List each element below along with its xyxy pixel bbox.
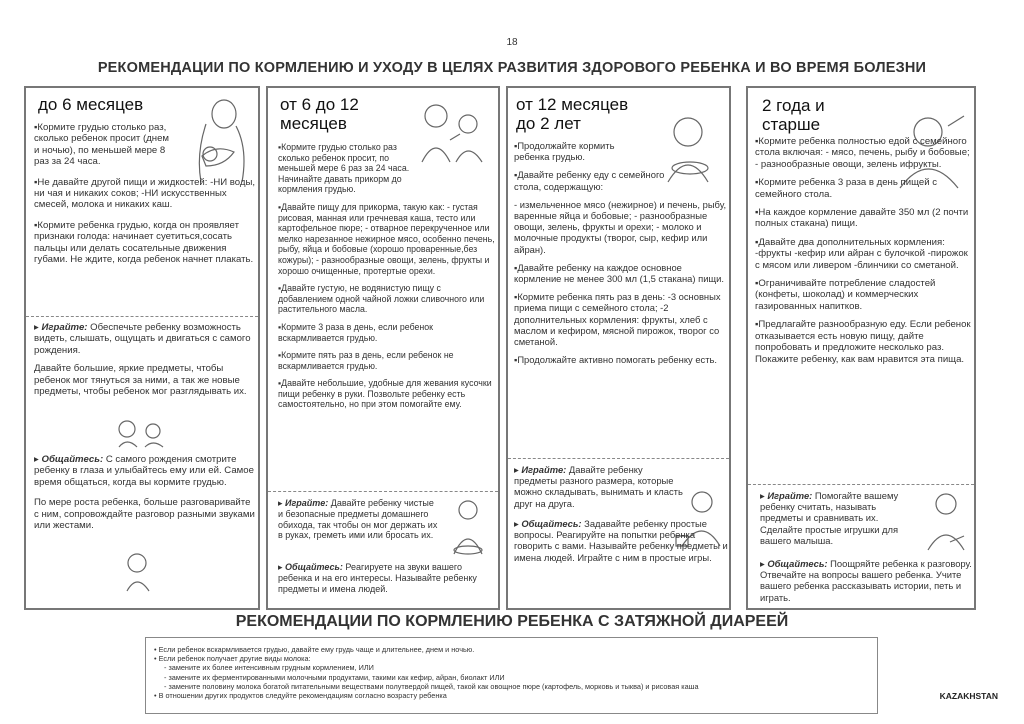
talk-label: Общайтесь: xyxy=(521,518,582,529)
play-label: Играйте: xyxy=(41,322,88,333)
paragraph: - измельченное мясо (нежирное) и печень, рыбу, варенные яйца и бобовые; - разнообразные овощи, зелень, фрукты и орехи; - молоко и молочные продукты (творог, сыр, кефир или айран). xyxy=(514,198,727,255)
paragraph: ▪Предлагайте разнообразную еду. Если ребенок отказывается есть новую пищу, дайте попробовать и предложите несколько раз. Покажите ребенку, как вам нравится эта пища. xyxy=(755,319,971,365)
section-divider xyxy=(508,458,729,459)
country-label: KAZAKHSTAN xyxy=(939,691,998,701)
column-body xyxy=(278,142,496,417)
paragraph: ▪Кормите ребенка полностью едой с семейного стола включая: - мясо, печень, рыбу и бобовые; - разнообразные овощи, зелень ифрукты. xyxy=(755,136,970,170)
panel-title: от 6 до 12 месяцев xyxy=(280,95,359,133)
play-extra: Давайте большие, яркие предметы, чтобы ребенок мог тянуться за ними, а так же новые предметы, чтобы ребенок мог разглядывать их. xyxy=(34,363,247,398)
play-label: Играйте: xyxy=(521,464,567,475)
list-item: - замените их более интенсивным грудным кормлением, ИЛИ xyxy=(164,663,374,673)
column-body xyxy=(755,136,973,372)
play-text: Давайте ребенку чистые и безопасные предметы домашнего обихода, так чтобы он мог держать их в руках, греметь ими или бросать их. xyxy=(278,498,438,541)
paragraph: ▪Кормите грудью столько раз, сколько ребенок просит (днем и ночью), по меньшей мере 8 раз за 24 часа. xyxy=(34,122,170,168)
paragraph: ▪Ограничивайте потребление сладостей (конфеты, шоколад) и коммерческих газированных напитков. xyxy=(755,278,936,312)
play-label: Играйте: xyxy=(285,498,329,508)
diarrhea-title: РЕКОМЕНДАЦИИ ПО КОРМЛЕНИЮ РЕБЕНКА С ЗАТЯЖНОЙ ДИАРЕЕЙ xyxy=(235,613,789,630)
column-body xyxy=(34,122,256,274)
play-text: Обеспечьте ребенку возможность видеть, слышать, ощущать и двигаться с самого рождения. xyxy=(34,322,251,356)
play-section: ▸ Играйте: Давайте ребенку чистые и безопасные предметы домашнего обихода, так чтобы он мог держать их в руках, греметь ими или бросать их. xyxy=(278,498,438,541)
paragraph: ▪Продолжайте кормить ребенка грудью. xyxy=(514,140,615,163)
paragraph: ▪Давайте небольшие, удобные для жевания кусочки пищи ребенку в руки. Позвольте ребенку есть самостоятельно, но при этом помогайте ему. xyxy=(278,378,492,410)
panel-title: от 12 месяцев до 2 лет xyxy=(516,95,629,133)
paragraph: ▪Давайте ребенку еду с семейного стола, содержащую: xyxy=(514,169,665,192)
list-item: • Если ребенок получает другие виды молока: xyxy=(154,654,311,664)
talk-section: ▸ Общайтесь: Реагируете на звуки вашего ребенка и на его интересы. Называйте ребенку предметы и имена людей. xyxy=(278,562,477,594)
talk-text: Задавайте ребенку простые вопросы. Реагируйте на попытки ребенка говорить с вами. Называйте ребенку предметы и имена людей. Играйте с ним в простые игры. xyxy=(514,518,728,563)
diarrhea-recommendations xyxy=(145,637,878,714)
column-body xyxy=(514,140,729,372)
paragraph: ▪Кормите грудью столько раз сколько ребенок просит, по меньшей мере 6 раз за 24 часа. Начинайте давать прикорм до кормления грудью. xyxy=(278,142,410,195)
panel-title: до 6 месяцев xyxy=(38,95,144,114)
section-divider xyxy=(26,316,258,317)
paragraph: ▪Давайте густую, не водянистую пищу с добавлением одной чайной ложки сливочного или растительного масла. xyxy=(278,283,485,315)
talk-section: ▸ Общайтесь: Задавайте ребенку простые вопросы. Реагируйте на попытки ребенка говорить с вами. Называйте ребенку предметы и имена людей. Играйте с ним в простые игры. xyxy=(514,518,728,563)
page-number: 18 xyxy=(506,37,518,48)
paragraph: ▪На каждое кормление давайте 350 мл (2 почти полных стакана) пищи. xyxy=(755,207,969,230)
list-item: - замените половину молока богатой питательными веществами полутвердой пищей, такой как овощное пюре (картофель, морковь и тыква) и рисовая каша xyxy=(164,681,699,691)
talk-text: С самого рождения смотрите ребенку в глаза и улыбайтесь ему или ей. Самое время общаться, когда вы кормите грудью. xyxy=(34,454,254,488)
talk-text: Реагируете на звуки вашего ребенка и на его интересы. Называйте ребенку предметы и имена людей. xyxy=(278,562,477,594)
talk-label: Общайтесь: xyxy=(767,558,828,569)
talk-section: ▸ Общайтесь: Поощряйте ребенка к разговору. Отвечайте на вопросы вашего ребенка. Учите вашего ребенка рассказывать истории, петь и играть. xyxy=(760,558,972,603)
paragraph: ▪Давайте пищу для прикорма, такую как: - густая рисовая, манная или гречневая каша, тесто или картофельное пюре; - отварное перекрученное или мелко нарезанное нежирное мясо, особенно печень, рыбу, яйца и бобовые (хорошо проваренные,без кожуры); - разнообразные овощи, зелень, фрукты и хорошо очищенные, протертые орехи. xyxy=(278,201,495,276)
list-item: - замените их ферментированными молочными продуктами, такими как кефир, айран, биолакт ИЛИ xyxy=(164,672,505,682)
talk-label: Общайтесь: xyxy=(285,562,343,572)
panel-title: 2 года и старше xyxy=(762,96,825,134)
paragraph: ▪Кормите ребенка 3 раза в день пищей с семейного стола. xyxy=(755,177,938,200)
paragraph: ▪Давайте ребенку на каждое основное кормление не менее 300 мл (1,5 стакана) пищи. xyxy=(514,261,724,285)
paragraph: ▪Кормите ребенка грудью, когда он проявляет признаки голода: начинает суетиться,сосать пальцы или делать сосательные движения губами. Не ждите, когда ребенок начнет плакать. xyxy=(34,219,254,266)
talk-section: ▸ Общайтесь: С самого рождения смотрите ребенку в глаза и улыбайтесь ему или ей. Самое время общаться, когда вы кормите грудью. По мере роста ребенка, больше разговаривайте с ним, сопровождайте разговор разными звуками или жестами. xyxy=(34,454,255,532)
talk-extra: По мере роста ребенка, больше разговаривайте с ним, сопровождайте разговор разными звуками или жестами. xyxy=(34,497,255,532)
baby-illustration xyxy=(119,551,159,595)
section-divider xyxy=(748,484,974,485)
talk-label: Общайтесь: xyxy=(41,454,104,465)
section-divider xyxy=(268,491,498,492)
panel-6-12-months xyxy=(266,86,500,610)
child-counting-illustration xyxy=(920,490,972,554)
list-item: • Если ребенок вскармливается грудью, давайте ему грудь чаще и длительнее, днем и ночью. xyxy=(154,645,475,654)
play-section: ▸ Играйте: Давайте ребенку предметы разного размера, которые можно складывать, вынимать и класть друг на друга. xyxy=(514,464,683,509)
play-section: ▸ Играйте: Обеспечьте ребенку возможность видеть, слышать, ощущать и двигаться с самого рождения. Давайте большие, яркие предметы, чтобы ребенок мог тянуться за ними, а так же новые предметы, чтобы ребенок мог разглядывать их. xyxy=(34,322,256,406)
list-item: • В отношении других продуктов следуйте рекомендациям согласно возрасту ребенка xyxy=(154,691,447,701)
panel-2-years-plus xyxy=(746,86,976,610)
mother-baby-illustration xyxy=(111,417,171,449)
panel-0-6-months xyxy=(24,86,260,610)
play-text: Давайте ребенку предметы разного размера, которые можно складывать, вынимать и класть друг на друга. xyxy=(514,464,683,509)
play-label: Играйте: xyxy=(767,490,813,501)
play-section: ▸ Играйте: Помогайте вашему ребенку считать, называть предметы и сравнивать их. Сделайте простые игрушки для вашего малыша. xyxy=(760,490,899,546)
paragraph: ▪Не давайте другой пищи и жидкостей: -НИ воды, ни чая и никаких соков; -НИ искусственных смесей, молока и никаких каш. xyxy=(34,176,256,211)
paragraph: ▪Давайте два дополнительных кормления: -фрукты -кефир или айран с булочкой -пирожок с мясом или ливером -блинчики со сметаной. xyxy=(755,236,968,271)
paragraph: ▪Кормите ребенка пять раз в день: -3 основных приема пищи с семейного стола; -2 дополнительных кормления: фрукты, хлеб с маслом и кефиром, мясной пирожок, творог со сметаной. xyxy=(514,291,721,348)
talk-text: Поощряйте ребенка к разговору. Отвечайте на вопросы вашего ребенка. Учите вашего ребенка рассказывать истории, петь и играть. xyxy=(760,558,972,603)
panel-12-24-months xyxy=(506,86,731,610)
paragraph: ▪Продолжайте активно помогать ребенку есть. xyxy=(514,354,718,366)
page-title: РЕКОМЕНДАЦИИ ПО КОРМЛЕНИЮ И УХОДУ В ЦЕЛЯХ РАЗВИТИЯ ЗДОРОВОГО РЕБЕНКА И ВО ВРЕМЯ БОЛЕЗНИ xyxy=(97,60,927,76)
child-playing-illustration xyxy=(444,498,494,558)
play-text: Помогайте вашему ребенку считать, называть предметы и сравнивать их. Сделайте простые игрушки для вашего малыша. xyxy=(760,490,899,546)
paragraph: ▪Кормите 3 раза в день, если ребенок вскармливается грудью. xyxy=(278,321,434,343)
paragraph: ▪Кормите пять раз в день, если ребенок не вскармливается грудью. xyxy=(278,350,454,371)
